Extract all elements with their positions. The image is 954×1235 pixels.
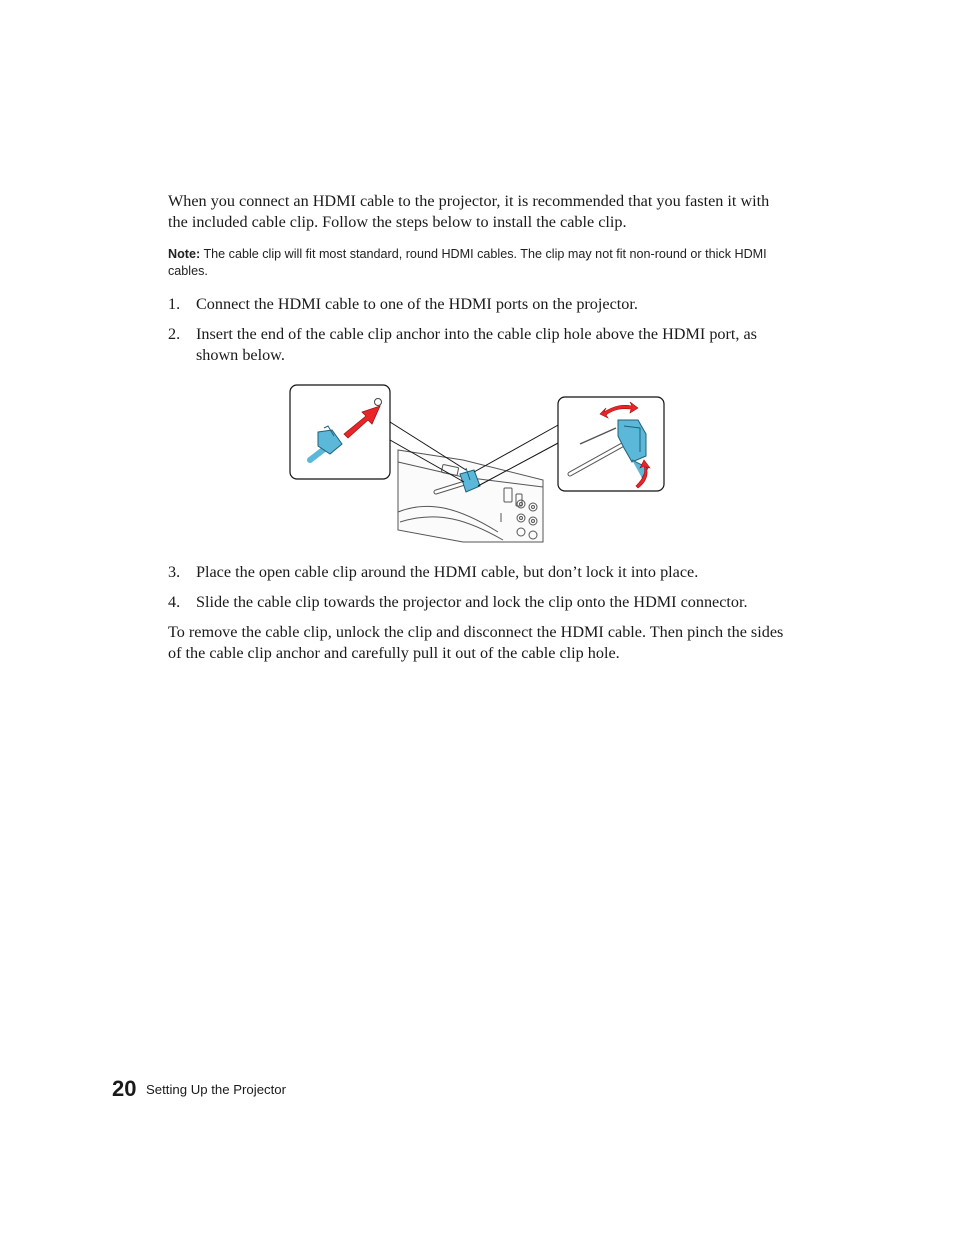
- step-text: Place the open cable clip around the HDMI cable, but don’t lock it into place.: [196, 563, 699, 581]
- step-number: 3.: [168, 563, 181, 581]
- note-block: [168, 246, 788, 280]
- step-text: Insert the end of the cable clip anchor into the cable clip hole above the HDMI port, as shown below.: [196, 325, 757, 364]
- page-number: 20: [112, 1076, 137, 1101]
- step-number: 2.: [168, 325, 181, 343]
- intro-paragraph: When you connect an HDMI cable to the projector, it is recommended that you fasten it with the included cable clip. Follow the steps below to install the cable clip.: [168, 192, 770, 231]
- left-inset: [290, 385, 390, 479]
- step-number: 4.: [168, 593, 181, 611]
- note-label: Note:: [168, 247, 201, 261]
- step-number: 1.: [168, 295, 181, 313]
- section-title: Setting Up the Projector: [146, 1082, 287, 1097]
- step-text: Slide the cable clip towards the projector and lock the clip onto the HDMI connector.: [196, 593, 748, 611]
- step-text: Connect the HDMI cable to one of the HDMI ports on the projector.: [196, 295, 638, 313]
- right-inset: [558, 397, 664, 491]
- note-text: The cable clip will fit most standard, round HDMI cables. The clip may not fit non-round or thick HDMI cables.: [168, 247, 767, 278]
- projector-rear-panel: [398, 450, 543, 542]
- removal-paragraph: To remove the cable clip, unlock the clip and disconnect the HDMI cable. Then pinch the sides of the cable clip anchor and carefully pull it out of the cable clip hole.: [168, 623, 784, 662]
- cable-clip-illustration: [288, 382, 668, 546]
